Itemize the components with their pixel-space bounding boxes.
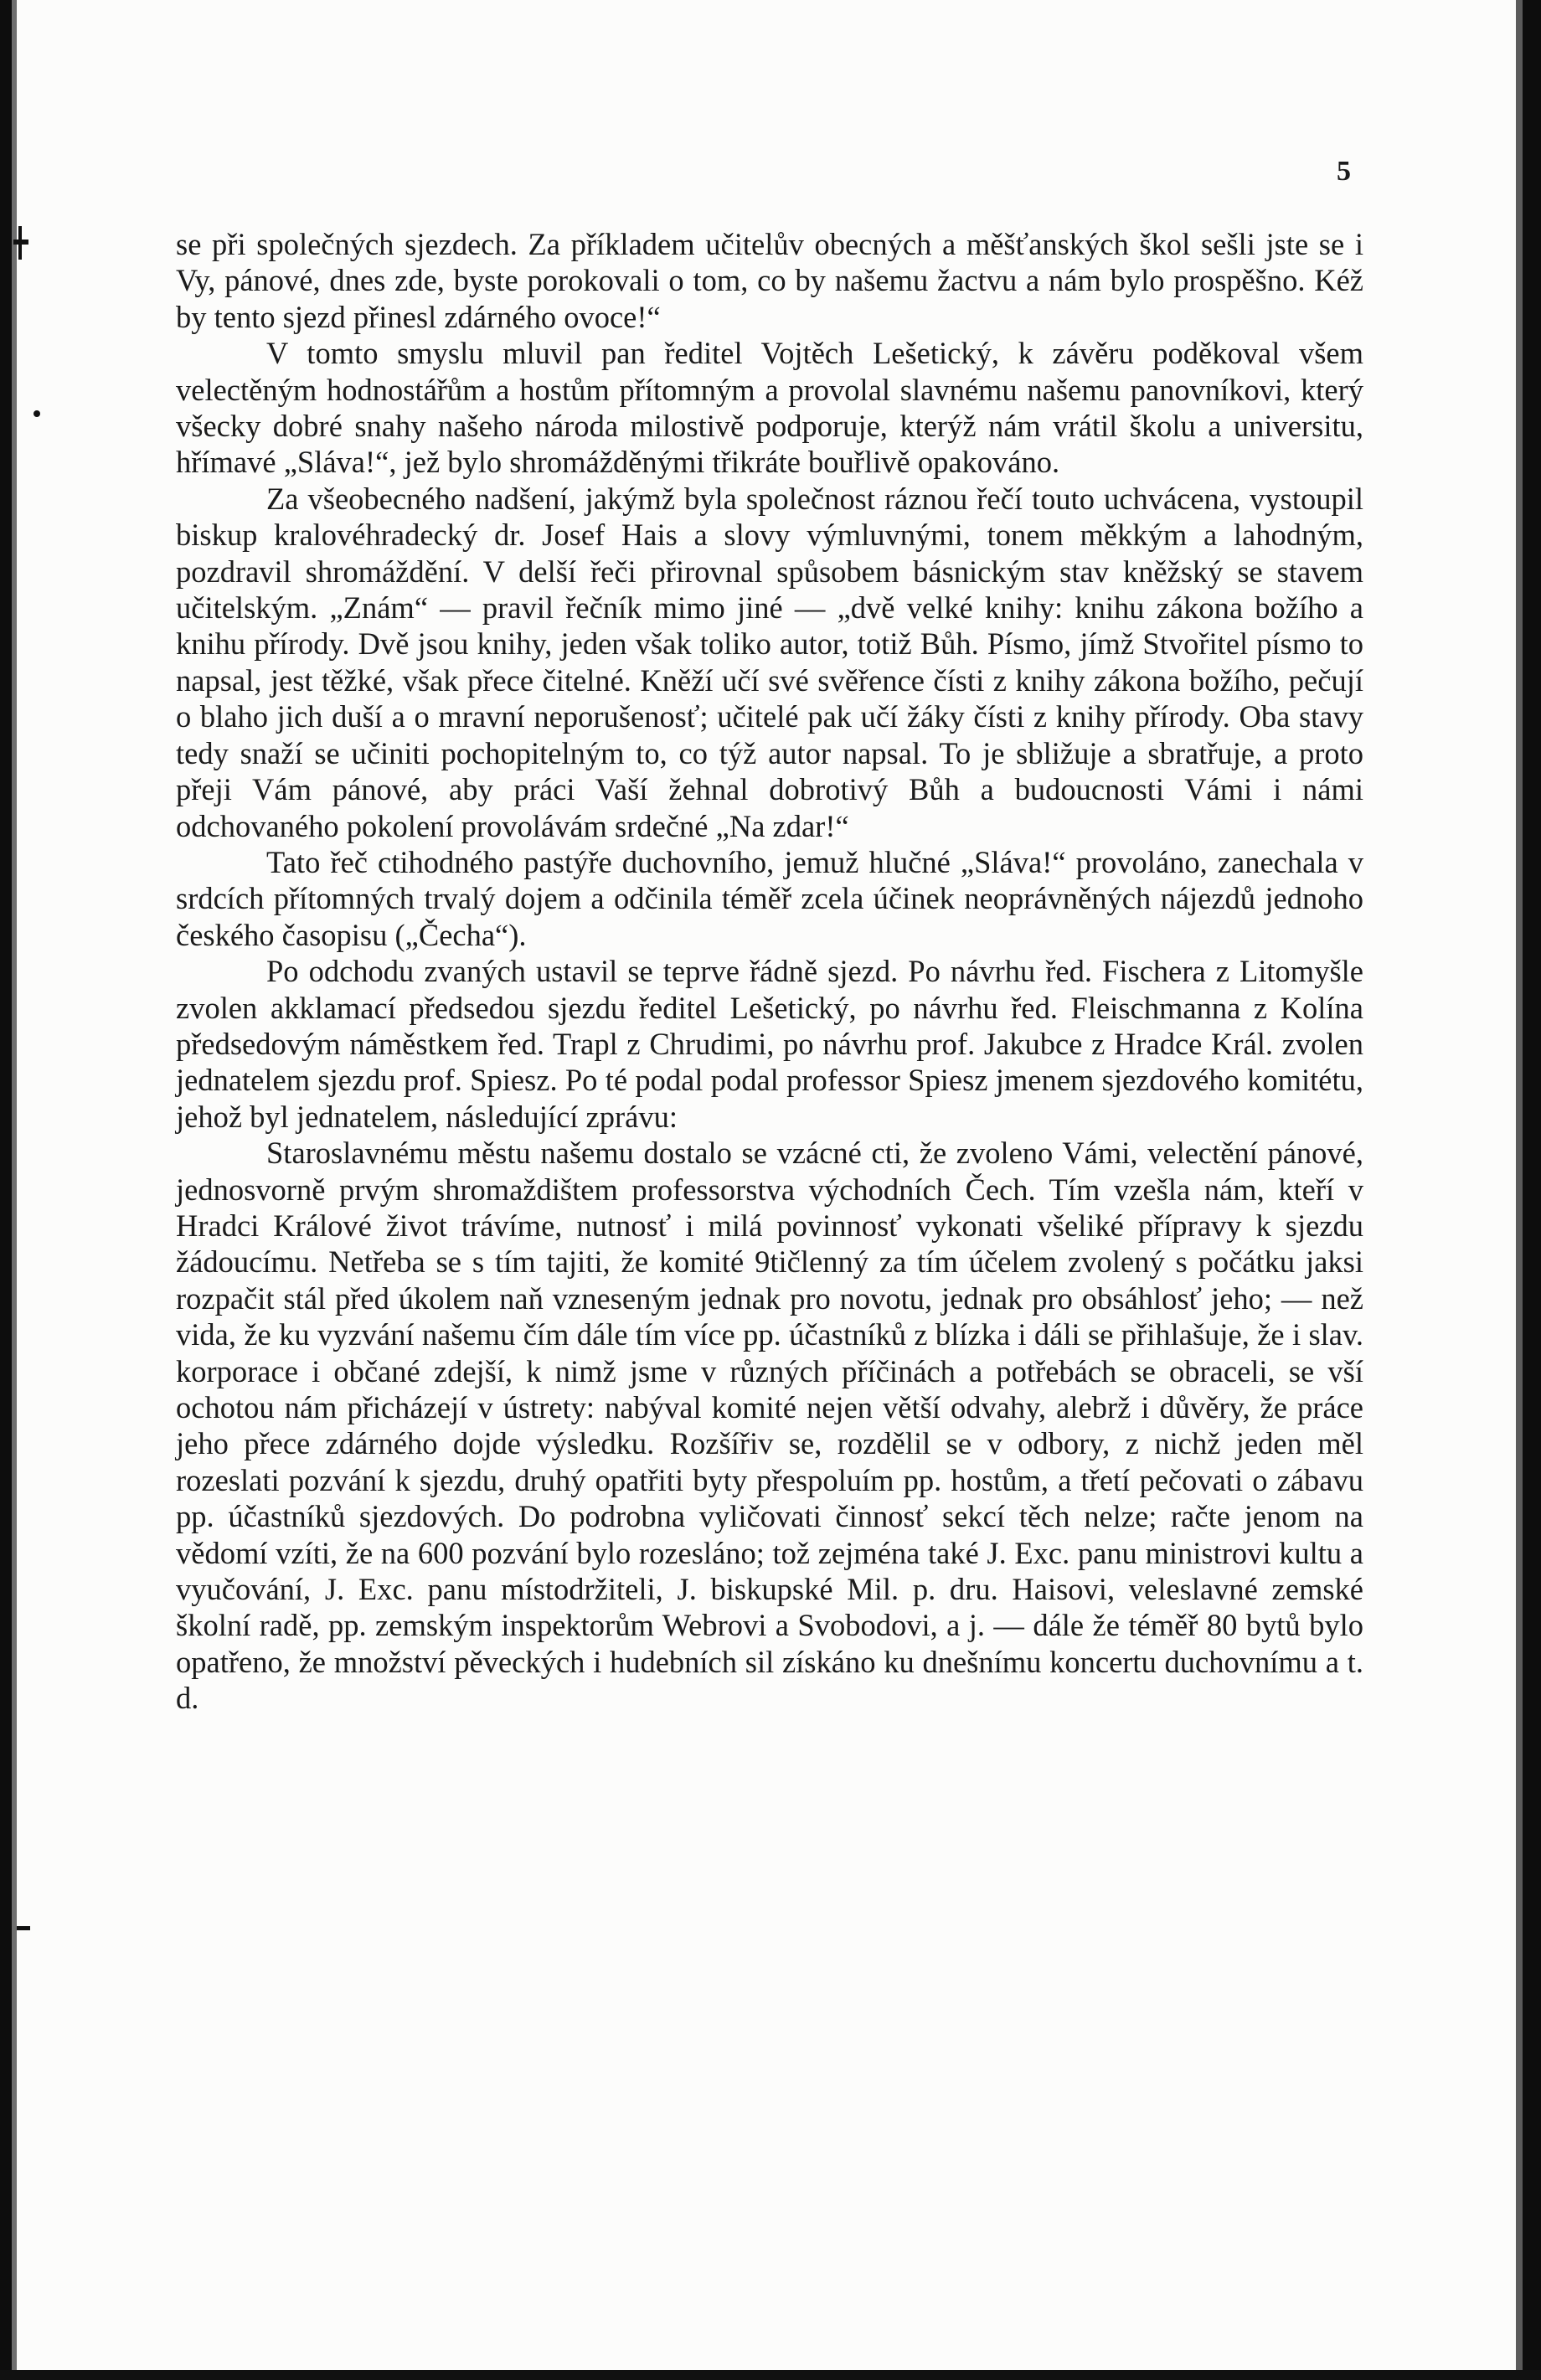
paragraph-1: se při společných sjezdech. Za příkladem učitelův obecných a měšťanských škol sešli jste se i Vy, pánové, dnes zde, byste porokovali o tom, co by našemu žactvu a nám bylo prospěšno. Kéž by tento sjezd přinesl zdárného ovoce!“ <box>176 227 1363 334</box>
scan-border-right-shadow <box>1516 0 1523 2380</box>
scan-border-left <box>0 0 12 2380</box>
margin-mark <box>17 1926 30 1930</box>
scan-border-right <box>1523 0 1541 2380</box>
paragraph-3: Za všeobecného nadšení, jakýmž byla společnost ráznou řečí touto uchvácena, vystoupil biskup kralovéhradecký dr. Josef Hais a slovy výmluvnými, tonem měkkým a lahodným, pozdravil shromáždění. V delší řeči přirovnal spůsobem básnickým stav kněžský se stavem učitelským. „Znám“ — pravil řečník mimo jiné — „dvě velké knihy: knihu zákona božího a knihu přírody. Dvě jsou knihy, jeden však toliko autor, totiž Bůh. Písmo, jímž Stvořitel písmo to napsal, jest těžké, však přece čitelné. Kněží učí své svěřence čísti z knihy zákona božího, pečují o blaho jich duší a o mravní neporušenosť; učitelé pak učí žáky čísti z knihy přírody. Oba stavy tedy snaží se učiniti pochopitelným to, co týž autor napsal. To je sbližuje a sbratřuje, a proto přeji Vám pánové, aby práci Vaší žehnal dobrotivý Bůh a budoucnosti Vámi i námi odchovaného pokolení provolávám srdečné „Na zdar!“ <box>176 481 1363 843</box>
paragraph-5: Po odchodu zvaných ustavil se teprve řádně sjezd. Po návrhu řed. Fischera z Litomyšle zvolen akklamací předsedou sjezdu ředitel Lešetický, po návrhu řed. Fleischmanna z Kolína předsedovým náměstkem řed. Trapl z Chrudimi, po návrhu prof. Jakubce z Hradce Král. zvolen jednatelem sjezdu prof. Spiesz. Po té podal podal professor Spiesz jmenem sjezdového komitétu, jehož byl jednatelem, následující zprávu: <box>176 954 1363 1134</box>
paragraph-4: Tato řeč ctihodného pastýře duchovního, jemuž hlučné „Sláva!“ provoláno, zanechala v srdcích přítomných trvalý dojem a odčinila téměř zcela účinek neoprávněných nájezdů jednoho českého časopisu („Čecha“). <box>176 844 1363 952</box>
body-text <box>176 226 1363 1717</box>
page-number: 5 <box>1337 156 1351 187</box>
paragraph-6: Staroslavnému městu našemu dostalo se vzácné cti, že zvoleno Vámi, velectění pánové, jednosvorně prvým shromaždištem professorstva východních Čech. Tím vzešla nám, kteří v Hradci Králové život trávíme, nutnosť i milá povinnosť vykonati všeliké přípravy k sjezdu žádoucímu. Netřeba se s tím tajiti, že komité 9tičlenný za tím účelem zvolený s počátku jaksi rozpačit stál před úkolem naň vzneseným jednak pro novotu, jednak pro obsáhlosť jeho; — než vida, že ku vyzvání našemu čím dále tím více pp. účastníků z blízka i dáli se přihlašuje, že i slav. korporace i občané zdejší, k nimž jsme v různých příčinách a potřebách se obraceli, se vší ochotou nám přicházejí v ústrety: nabýval komité nejen větší odvahy, alebrž i důvěry, že práce jeho přece zdárného dojde výsledku. Rozšířiv se, rozdělil se v odbory, z nichž jeden měl rozeslati pozvání k sjezdu, druhý opatřiti byty přespoluím pp. hostům, a třetí pečovati o zábavu pp. účastníků sjezdových. Do podrobna vyličovati činnosť sekcí těch nelze; račte jenom na vědomí vzíti, že na 600 pozvání bylo rozesláno; tož zejména také J. Exc. panu ministrovi kultu a vyučování, J. Exc. panu místodržiteli, J. biskupské Mil. p. dru. Haisovi, veleslavné zemské školní radě, pp. zemským inspektorům Webrovi a Svobodovi, a j. — dále že téměř 80 bytů bylo opatřeno, že množství pěveckých i hudebních sil získáno ku dnešnímu koncertu duchovnímu a t. d. <box>176 1136 1363 1716</box>
margin-mark <box>18 226 22 260</box>
paragraph-2: V tomto smyslu mluvil pan ředitel Vojtěch Lešetický, k závěru poděkoval všem velectěným hodnostářům a hostům přítomným a provolal slavnému našemu panovníkovi, který všecky dobré snahy našeho národa milostivě podporuje, kterýž nám vrátil školu a universitu, hřímavé „Sláva!“, jež bylo shromážděnými třikráte bouřlivě opakováno. <box>176 336 1363 480</box>
scan-border-bottom <box>0 2370 1541 2380</box>
scan-border-left-shadow <box>12 0 17 2380</box>
margin-mark <box>34 410 40 417</box>
